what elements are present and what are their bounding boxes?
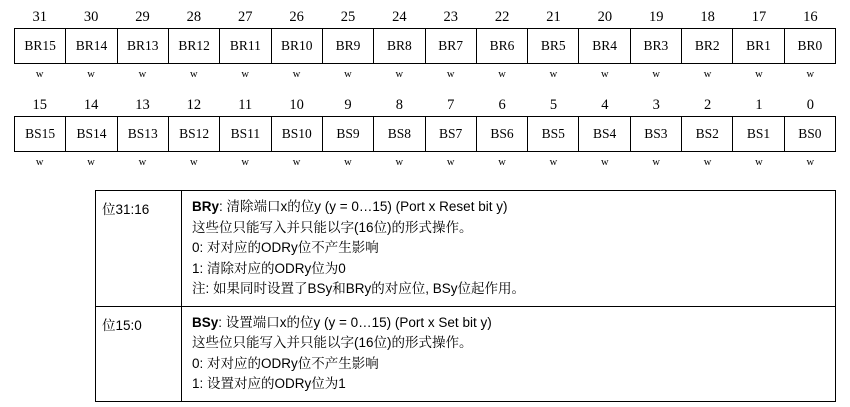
bit-access: w [87, 156, 95, 168]
bit-access-row [14, 152, 836, 172]
description-line: 0: 对对应的ODRy位不产生影响 [192, 240, 379, 255]
bit-access: w [35, 156, 44, 168]
bit-number: 22 [494, 8, 510, 25]
bit-number: 3 [652, 96, 660, 113]
description-text: : 设置端口x的位y (y = 0…15) (Port x Set bit y) [218, 314, 492, 330]
set-bits-register-table [14, 94, 836, 172]
bit-number-row [14, 94, 836, 116]
bit-field: BR5 [528, 29, 579, 63]
bit-field: BS0 [798, 126, 822, 141]
bit-field: BR9 [323, 29, 374, 63]
bit-access: w [35, 68, 44, 80]
description-line [192, 313, 827, 334]
bit-range-label: 位15:0 [96, 307, 182, 401]
bit-field: BS3 [631, 117, 682, 151]
bit-number: 13 [135, 96, 150, 113]
bit-number: 26 [289, 8, 304, 25]
bit-number: 2 [703, 96, 712, 113]
bit-description-table [95, 190, 836, 402]
bit-symbol: BSy [192, 314, 219, 330]
bit-number: 8 [395, 96, 403, 113]
bit-access: w [395, 156, 404, 168]
bit-number: 0 [806, 96, 814, 113]
bit-number: 15 [32, 96, 47, 113]
bit-field: BR13 [118, 29, 169, 63]
bit-number: 10 [289, 96, 304, 113]
description-text: : 清除端口x的位y (y = 0…15) (Port x Reset bit y) [219, 199, 508, 214]
description-line: 这些位只能写入并只能以字(16位)的形式操作。 [192, 219, 473, 235]
bit-field: BS13 [118, 117, 169, 151]
description-line: 这些位只能写入并只能以字(16位)的形式操作。 [192, 335, 473, 350]
bit-access: w [652, 156, 660, 168]
bit-description-body [182, 191, 835, 306]
bit-field: BS8 [374, 117, 425, 151]
bit-number: 17 [751, 8, 767, 25]
bit-access: w [190, 68, 198, 80]
bit-number: 1 [755, 96, 763, 113]
bit-access: w [344, 68, 352, 80]
bit-field: BS6 [477, 117, 528, 151]
bit-access: w [498, 68, 506, 80]
bit-field: BS14 [66, 117, 117, 151]
bit-access: w [241, 68, 249, 80]
bit-number: 20 [597, 8, 613, 25]
bit-description-body [182, 307, 835, 401]
bit-number: 6 [498, 96, 506, 113]
bit-access: w [806, 68, 815, 80]
bit-access: w [601, 68, 609, 80]
bit-number: 7 [447, 96, 455, 113]
bit-access: w [138, 68, 147, 80]
bit-field: BS9 [323, 117, 374, 151]
description-line: 1: 设置对应的ODRy位为1 [192, 376, 346, 391]
bit-access: w [138, 156, 147, 168]
bit-field: BR10 [272, 29, 323, 63]
bit-field: BR7 [426, 29, 477, 63]
description-line: 0: 对对应的ODRy位不产生影响 [192, 355, 379, 371]
bit-number: 5 [549, 96, 558, 113]
bit-access: w [703, 156, 712, 168]
bit-number: 27 [237, 8, 253, 25]
bit-access: w [395, 68, 404, 80]
bit-number: 16 [803, 8, 818, 25]
bit-access: w [703, 68, 712, 80]
bit-number: 23 [443, 8, 458, 25]
bit-number: 28 [186, 8, 202, 25]
bit-symbol: BRy [192, 199, 220, 214]
description-line: 注: 如果同时设置了BSy和BRy的对应位, BSy位起作用。 [192, 281, 526, 296]
bit-access: w [190, 156, 198, 168]
bit-field: BS2 [682, 117, 733, 151]
bit-access: w [549, 156, 558, 168]
bit-number: 12 [186, 96, 202, 113]
bit-field: BR12 [169, 29, 220, 63]
bit-access: w [498, 156, 506, 168]
bit-field: BS15 [15, 117, 66, 151]
bit-field: BS5 [528, 117, 579, 151]
bit-number: 21 [546, 8, 561, 25]
bit-field: BR8 [374, 29, 425, 63]
description-line [192, 197, 827, 218]
bit-access: w [292, 156, 301, 168]
bit-field: BR3 [631, 29, 682, 63]
bit-number: 25 [340, 8, 356, 25]
bit-access: w [755, 68, 763, 80]
bit-number: 9 [344, 96, 352, 113]
bit-number: 30 [83, 8, 99, 25]
bit-number: 24 [392, 8, 407, 25]
bit-range-label: 位31:16 [96, 191, 182, 306]
bit-access: w [601, 156, 609, 168]
bit-number-row [14, 6, 836, 28]
description-line: 1: 清除对应的ODRy位为0 [192, 260, 346, 276]
bit-field: BR4 [579, 29, 630, 63]
bit-number: 4 [601, 96, 609, 113]
bit-access: w [344, 156, 352, 168]
bit-field: BS1 [733, 117, 784, 151]
bit-field: BR0 [797, 38, 823, 53]
bit-field: BR2 [682, 29, 733, 63]
bit-field: BR11 [220, 29, 271, 63]
bit-access: w [549, 68, 558, 80]
bit-field: BS10 [272, 117, 323, 151]
bit-number: 18 [700, 8, 715, 25]
bit-access: w [292, 68, 301, 80]
bit-access: w [755, 156, 763, 168]
bit-access-row [14, 64, 836, 84]
bit-access: w [87, 68, 95, 80]
bit-number: 14 [83, 96, 99, 113]
table-row [96, 191, 835, 307]
bit-name-row [14, 116, 836, 152]
bit-access: w [806, 156, 815, 168]
bit-number: 29 [135, 8, 150, 25]
bit-access: w [446, 68, 455, 80]
bit-access: w [446, 156, 455, 168]
bit-name-row [14, 28, 836, 64]
bit-field: BR14 [66, 29, 117, 63]
bit-field: BR6 [477, 29, 528, 63]
table-row [96, 307, 835, 401]
bit-field: BR15 [15, 29, 66, 63]
bit-field: BS11 [220, 117, 271, 151]
reset-bits-register-table [14, 6, 836, 84]
bit-number: 11 [238, 96, 253, 113]
bit-field: BS7 [426, 117, 477, 151]
bit-number: 19 [648, 8, 664, 25]
bit-field: BR1 [733, 29, 784, 63]
bit-field: BS4 [579, 117, 630, 151]
bit-number: 31 [32, 8, 47, 25]
bit-access: w [652, 68, 660, 80]
bit-field: BS12 [169, 117, 220, 151]
bit-access: w [241, 156, 249, 168]
